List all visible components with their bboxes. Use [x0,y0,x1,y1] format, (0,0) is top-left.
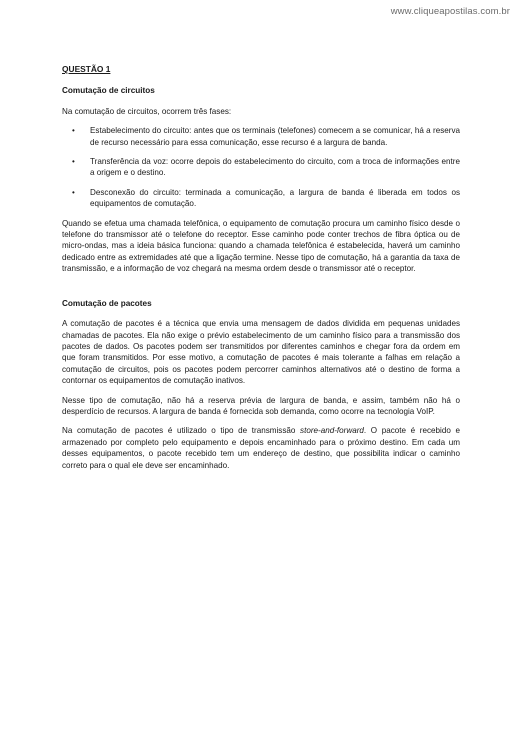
question-title: QUESTÃO 1 [62,64,111,74]
list-item [72,156,460,179]
list-item [72,125,460,148]
list-item [72,187,460,210]
bullet-icon: • [72,126,75,136]
bullet-icon: • [72,187,75,197]
store-and-forward-term: store-and-forward [300,426,364,436]
phase-text: Transferência da voz: ocorre depois do estabelecimento do circuito, com a troca de informações entre a origem e o destino. [90,157,460,178]
circuit-paragraph: Quando se efetua uma chamada telefônica, o equipamento de comutação procura um caminho físico desde o telefone do transmissor até o telefone do receptor. Esse caminho pode conter trechos de fibra óptica ou de micro-ondas, mas a ideia básica funciona: quando a chamada telefônica é estabelecida, haverá um caminho dedicado entre as extremidades até que a ligação termine. Nesse tipo de comutação, há a garantia da taxa de transmissão, e a informação de voz chegará na mesma ordem desde o transmissor até o receptor. [62,218,460,274]
packet-p3-end: . O pacote é recebido e armazenado por completo pelo equipamento e depois encaminhado para o próximo destino. Em cada um desses equipamentos, o pacote recebido tem um endereço de destino, que possibilita indicar o caminho correto para o qual ele deve ser encaminhado. [62,426,460,470]
site-url[interactable]: www.cliqueapostilas.com.br [390,6,510,17]
packet-p3-start: Na comutação de pacotes é utilizado o tipo de transmissão [62,426,301,436]
packet-paragraph-1: A comutação de pacotes é a técnica que envia uma mensagem de dados dividida em pequenas unidades chamadas de pacotes. Ela não exige o prévio estabelecimento de um caminho físico para a transmissão dos pacotes de dados. Os pacotes podem ser transmitidos por diferentes caminhos e chegar fora da ordem em que foram transmitidos. Por esse motivo, a comutação de pacotes é mais tolerante a falhas em relação a comutação de circuitos, pois os pacotes podem percorrer caminhos alternativos até o destino de forma a contornar os equipamentos de comutação inativos. [62,319,460,386]
circuit-intro: Na comutação de circuitos, ocorrem três fases: [62,106,232,116]
phase-text: Estabelecimento do circuito: antes que os terminais (telefones) comecem a se comunicar, há a reserva de recurso necessário para essa comunicação, esse recurso é a largura de banda. [90,126,460,147]
phase-list [62,125,460,209]
bullet-icon: • [72,157,75,167]
phase-text: Desconexão do circuito: terminada a comunicação, a largura de banda é liberada em todos os equipamentos de comutação. [90,187,460,209]
section-spacer [62,283,460,298]
circuit-section-title: Comutação de circuitos [62,86,155,96]
packet-paragraph-2: Nesse tipo de comutação, não há a reserva prévia de largura de banda, e assim, também não há o desperdício de recursos. A largura de banda é fornecida sob demanda, como ocorre na tecnologia VoIP. [62,395,460,416]
packet-section-title: Comutação de pacotes [62,298,152,308]
document-body [62,64,460,479]
packet-paragraph-3 [62,425,460,471]
